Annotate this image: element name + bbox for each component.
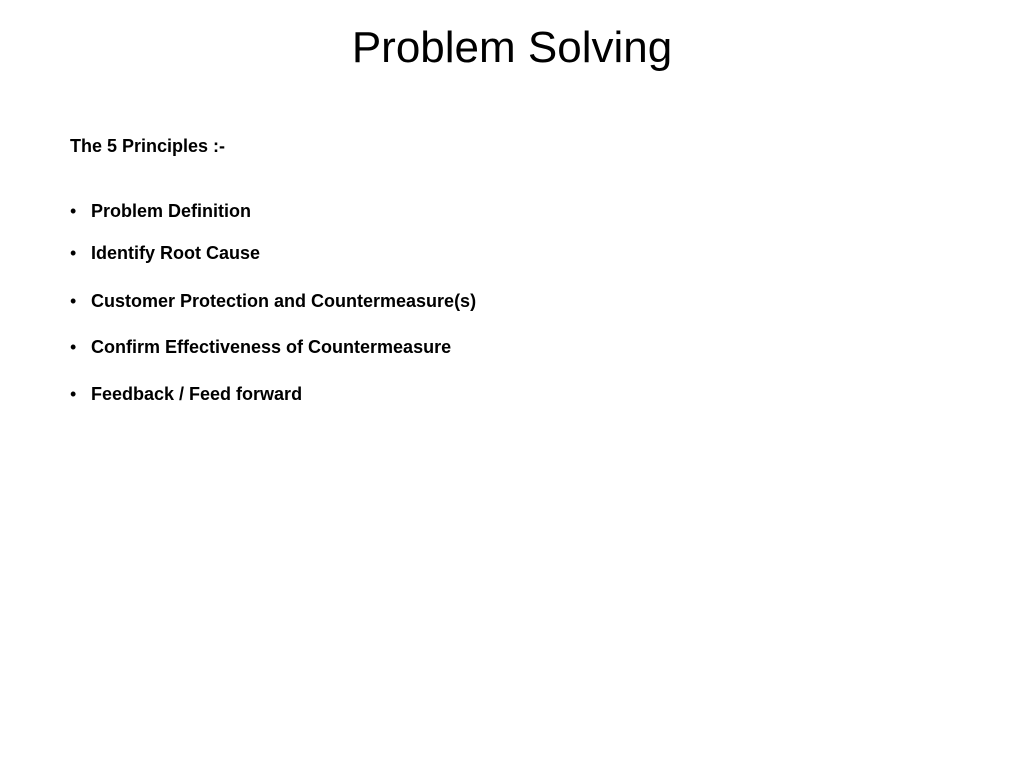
- bullet-text: Feedback / Feed forward: [91, 384, 303, 404]
- bullet-item-problem-definition: [70, 199, 251, 223]
- bullet-icon: •: [70, 291, 77, 311]
- bullet-icon: •: [70, 243, 77, 263]
- bullet-item-customer-protection: [70, 289, 476, 313]
- bullet-icon: •: [70, 201, 77, 221]
- bullet-text: Identify Root Cause: [91, 243, 261, 263]
- bullet-item-root-cause: [70, 241, 260, 265]
- bullet-icon: •: [70, 337, 77, 357]
- bullet-item-confirm-effectiveness: [70, 335, 451, 359]
- bullet-text: Problem Definition: [91, 201, 252, 221]
- bullet-item-feedback: [70, 382, 302, 406]
- bullet-icon: •: [70, 384, 77, 404]
- slide-title: Problem Solving: [351, 23, 673, 72]
- principles-heading: The 5 Principles :-: [70, 136, 226, 156]
- bullet-text: Customer Protection and Countermeasure(s): [91, 291, 477, 311]
- bullet-text: Confirm Effectiveness of Countermeasure: [91, 337, 452, 357]
